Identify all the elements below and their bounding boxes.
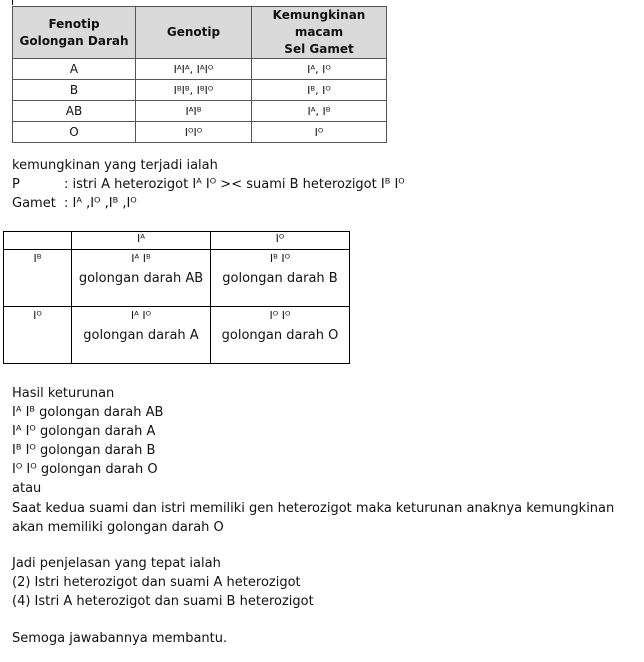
- cell-gamet: Iᴮ, Iᴼ: [252, 80, 387, 101]
- punnett-row-header: Iᴼ: [4, 307, 72, 364]
- punnett-row-header: Iᴮ: [4, 250, 72, 307]
- table-row: [13, 101, 387, 122]
- cell-genotype: Iᴬ Iᴮ: [131, 252, 151, 265]
- cell-genotype: Iᴼ Iᴼ: [269, 309, 291, 322]
- cell-genotip: IᴬIᴮ: [136, 101, 252, 122]
- conclusion-heading: Jadi penjelasan yang tepat ialah: [12, 556, 221, 571]
- cell-genotip: IᴼIᴼ: [136, 122, 252, 143]
- result-item: Iᴬ Iᴼ golongan darah A: [12, 424, 156, 439]
- parent-label: P: [12, 177, 20, 192]
- cell-genotip: IᴮIᴮ, IᴮIᴼ: [136, 80, 252, 101]
- conclusion-item: (2) Istri heterozigot dan suami A heterozigot: [12, 575, 301, 590]
- parent-line: [12, 177, 405, 192]
- punnett-cell: [211, 250, 350, 307]
- cell-fenotip: AB: [13, 101, 136, 122]
- punnett-row: [4, 307, 350, 364]
- header-gamet: Kemungkinan macam Sel Gamet: [252, 7, 387, 59]
- cell-genotype: Iᴮ Iᴼ: [269, 252, 291, 265]
- results-heading: Hasil keturunan: [12, 386, 115, 401]
- gamet-label: Gamet: [12, 196, 56, 211]
- punnett-row: [4, 250, 350, 307]
- text-cursor: [12, 0, 13, 5]
- table-header-row: [13, 7, 387, 59]
- punnett-cell: [211, 307, 350, 364]
- cell-gamet: Iᴬ, Iᴼ: [252, 59, 387, 80]
- explanation-text: Saat kedua suami dan istri memiliki gen heterozigot maka keturunan anaknya kemungkinan akan memiliki golongan darah O: [12, 501, 615, 535]
- cross-intro: kemungkinan yang terjadi ialah: [12, 158, 218, 173]
- result-item: Iᴬ Iᴮ golongan darah AB: [12, 405, 164, 420]
- conclusion-item: (4) Istri A heterozigot dan suami B heterozigot: [12, 594, 314, 609]
- punnett-header-row: [4, 232, 350, 250]
- cell-genotype: Iᴬ Iᴼ: [130, 309, 152, 322]
- cell-phenotype: golongan darah AB: [78, 271, 204, 286]
- gamet-text: : Iᴬ ,Iᴼ ,Iᴮ ,Iᴼ: [64, 196, 137, 211]
- gamet-line: [12, 196, 137, 211]
- cell-fenotip: O: [13, 122, 136, 143]
- punnett-corner: [4, 232, 72, 250]
- cell-phenotype: golongan darah B: [222, 271, 338, 286]
- cell-gamet: Iᴬ, Iᴮ: [252, 101, 387, 122]
- cell-fenotip: A: [13, 59, 136, 80]
- punnett-cell: [72, 307, 211, 364]
- closing-text: Semoga jawabannya membantu.: [12, 631, 228, 646]
- blood-type-table: [12, 6, 387, 143]
- cell-phenotype: golongan darah A: [83, 328, 199, 343]
- punnett-cell: [72, 250, 211, 307]
- header-genotip: Genotip: [136, 7, 252, 59]
- cell-gamet: Iᴼ: [252, 122, 387, 143]
- table-row: [13, 59, 387, 80]
- atau-text: atau: [12, 481, 42, 496]
- table-row: [13, 122, 387, 143]
- punnett-col-header: Iᴼ: [211, 232, 350, 250]
- parent-text: : istri A heterozigot Iᴬ Iᴼ >< suami B heterozigot Iᴮ Iᴼ: [64, 177, 405, 192]
- table-row: [13, 80, 387, 101]
- header-fenotip: Fenotip Golongan Darah: [13, 7, 136, 59]
- cell-phenotype: golongan darah O: [221, 328, 339, 343]
- punnett-col-header: Iᴬ: [72, 232, 211, 250]
- result-item: Iᴼ Iᴼ golongan darah O: [12, 462, 158, 477]
- punnett-square: [3, 231, 350, 364]
- result-item: Iᴮ Iᴼ golongan darah B: [12, 443, 156, 458]
- cell-fenotip: B: [13, 80, 136, 101]
- cell-genotip: IᴬIᴬ, IᴬIᴼ: [136, 59, 252, 80]
